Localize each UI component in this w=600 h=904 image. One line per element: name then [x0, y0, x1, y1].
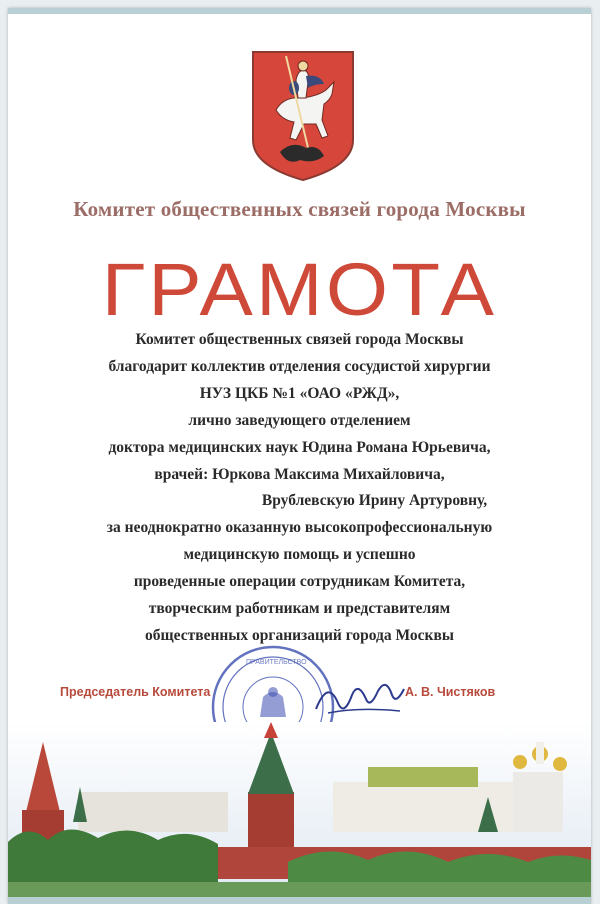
body-line: медицинскую помощь и успешно	[183, 546, 416, 564]
committee-header: Комитет общественных связей города Москвы	[73, 197, 526, 221]
body-line: благодарит коллектив отделения сосудистой хирургии	[108, 357, 491, 375]
body-line: Комитет общественных связей города Москвы	[135, 331, 464, 348]
body-line: врачей: Юркова Максима Михайловича,	[154, 465, 445, 483]
body-line: лично заведующего отделением	[188, 411, 411, 429]
body-line: творческим работникам и представителям	[148, 600, 451, 618]
body-line: НУЗ ЦКБ №1 «ОАО «РЖД»,	[199, 384, 400, 402]
body-line: за неоднократно оказанную высокопрофессиональную	[106, 519, 493, 537]
chairman-name: А. В. Чистяков	[405, 685, 496, 699]
body-line: Врублевскую Ирину Артуровну,	[261, 492, 488, 510]
svg-text:ПРАВИТЕЛЬСТВО: ПРАВИТЕЛЬСТВО	[246, 659, 307, 666]
document-title: ГРАМОТА	[101, 248, 498, 331]
moscow-coat-of-arms-emblem	[248, 48, 358, 184]
body-line: общественных организаций города Москвы	[145, 626, 454, 644]
signature-row	[60, 682, 530, 706]
chairman-title: Председатель Комитета	[60, 685, 211, 699]
body-line: доктора медицинских наук Юдина Романа Юрьевича,	[108, 438, 491, 456]
kremlin-skyline-illustration	[8, 722, 591, 897]
body-text	[8, 327, 591, 650]
body-line: проведенные операции сотрудникам Комитета,	[133, 573, 466, 591]
certificate-sheet	[8, 8, 591, 904]
